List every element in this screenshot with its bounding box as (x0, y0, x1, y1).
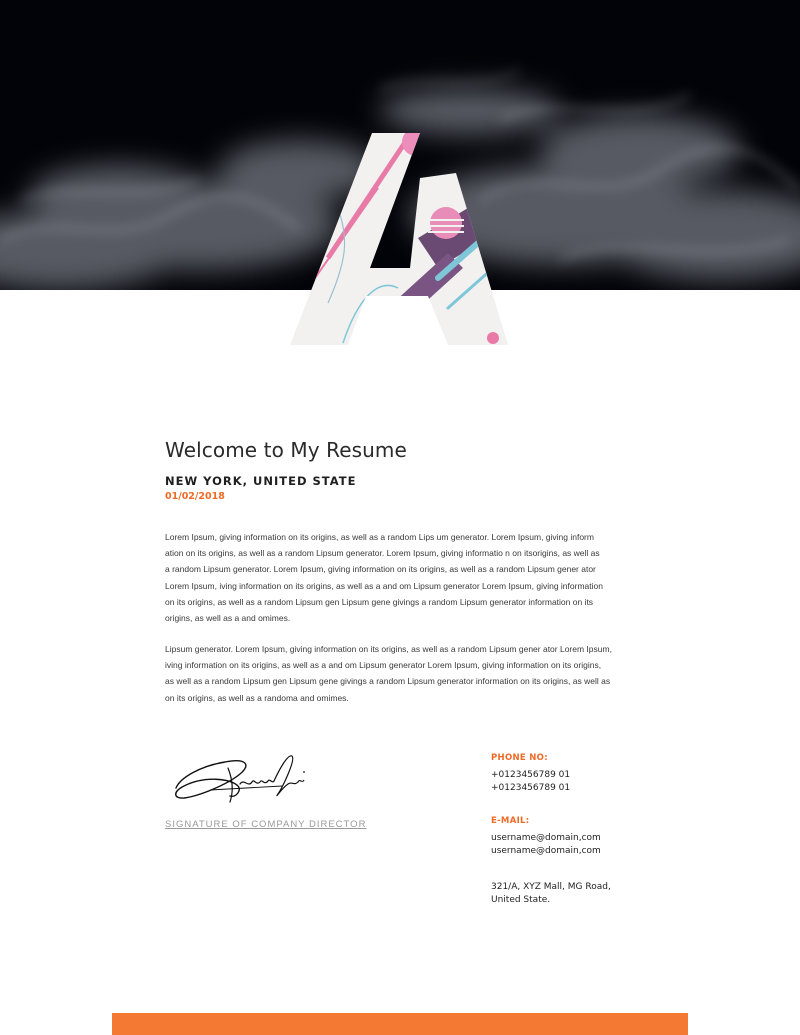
signature-caption: SIGNATURE OF COMPANY DIRECTOR (165, 819, 367, 830)
date-label: 01/02/2018 (165, 491, 225, 502)
page-title: Welcome to My Resume (165, 438, 407, 462)
email-section (491, 816, 691, 858)
phone-label: PHONE NO: (491, 753, 548, 763)
paragraph-line: ation on its origins, as well as a random Lipsum generator. Lorem Ipsum, giving informatio n on itsorigins, as well as (165, 548, 600, 559)
footer-accent-bar (112, 1013, 688, 1035)
paragraph-line: Lorem Ipsum, giving information on its origins, as well as a random Lips um generator. Lorem Ipsum, giving inform (165, 532, 594, 542)
email-address: username@domain,com (491, 846, 601, 856)
address-line: 321/A, XYZ Mall, MG Road, (491, 882, 611, 892)
email-address: username@domain,com (491, 833, 601, 843)
intro-paragraph-2 (165, 641, 637, 706)
email-label: E-MAIL: (491, 816, 530, 826)
paragraph-line: origins, as well as a and omimes. (165, 613, 291, 624)
paragraph-line: iving information on its origins, as well as a and om Lipsum generator Lorem Ipsum, giving information on its origins, (165, 660, 602, 671)
paragraph-line: Lorem Ipsum, iving information on its origins, as well as a and om Lipsum generator Lorem Ipsum, giving information (165, 580, 603, 591)
phone-number: +0123456789 01 (491, 770, 571, 780)
paragraph-line: on its origins, as well as a random Lipsum gen Lipsum gene givings a random Lipsum generator information on its (165, 596, 594, 607)
intro-paragraph-1 (165, 529, 637, 626)
paragraph-line: as well as a random Lipsum gen Lipsum gene givings a random Lipsum generator information on its origins, as well as (165, 676, 611, 687)
address-line: United State. (491, 895, 551, 905)
letter-a-logo-icon (288, 128, 512, 350)
location-heading: NEW YORK, UNITED STATE (165, 474, 357, 488)
signature-icon (170, 748, 315, 810)
paragraph-line: Lipsum generator. Lorem Ipsum, giving information on its origins, as well as a random Lipsum gener ator Lorem Ipsum, (165, 644, 612, 654)
phone-number: +0123456789 01 (491, 783, 571, 793)
phone-section (491, 753, 691, 795)
paragraph-line: on its origins, as well as a randoma and omimes. (165, 692, 349, 703)
address-section (491, 881, 691, 907)
paragraph-line: a random Lipsum generator. Lorem Ipsum, giving information on its origins, as well as a random Lipsum gener ator (165, 564, 596, 575)
